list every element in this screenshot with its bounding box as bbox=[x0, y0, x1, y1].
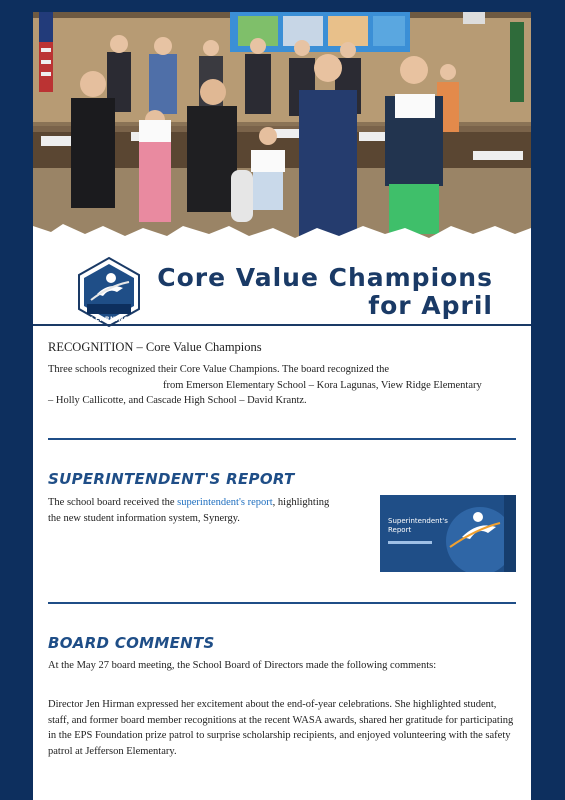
superintendent-report-link[interactable]: superintendent's report bbox=[177, 497, 273, 508]
thumb-title-1: Superintendent's bbox=[388, 517, 448, 525]
superintendent-text-pre: The school board received the bbox=[48, 497, 178, 508]
banner-title bbox=[157, 264, 493, 320]
recognition-title: RECOGNITION – Core Value Champions bbox=[48, 340, 262, 354]
badge-label: LEARNING bbox=[90, 316, 130, 323]
banner-title-line2: for April bbox=[368, 291, 493, 320]
superintendent-text-post: , highlighting bbox=[272, 497, 330, 508]
banner-divider bbox=[33, 324, 531, 326]
newsletter-page bbox=[33, 12, 531, 800]
board-comments-heading: BOARD COMMENTS bbox=[48, 634, 215, 652]
thumb-title-2: Report bbox=[388, 526, 412, 534]
board-intro: At the May 27 board meeting, the School Board of Directors made the following comments: bbox=[48, 660, 437, 671]
banner bbox=[33, 242, 531, 334]
superintendent-heading: SUPERINTENDENT'S REPORT bbox=[48, 470, 295, 488]
recognition-text bbox=[48, 362, 516, 409]
recognition-line-2: from Emerson Elementary School – Kora Lagunas, View Ridge Elementary bbox=[163, 379, 482, 391]
recognition-line-3: – Holly Callicotte, and Cascade High School – David Krantz. bbox=[48, 395, 307, 406]
superintendent-text bbox=[48, 495, 368, 526]
hero-photo bbox=[33, 12, 531, 248]
section-divider-2 bbox=[48, 602, 516, 604]
superintendent-report-thumbnail[interactable] bbox=[380, 495, 516, 572]
superintendent-line-2: the new student information system, Synergy. bbox=[48, 512, 240, 524]
board-paragraph-1: Director Jen Hirman expressed her excitement about the end-of-year celebrations. She highlighted student, staff, and former board member recognitions at the recent WASA awards, shared her gratitude for participating in the EPS Foundation prize patrol to surprise scholarship recipients, and enjoyed volunteering with the safety patrol at Jefferson Elementary. bbox=[48, 699, 514, 757]
section-divider bbox=[48, 438, 516, 440]
banner-title-line1: Core Value Champions bbox=[157, 263, 493, 292]
recognition-line-1: Three schools recognized their Core Value Champions. The board recognized the bbox=[48, 364, 390, 375]
